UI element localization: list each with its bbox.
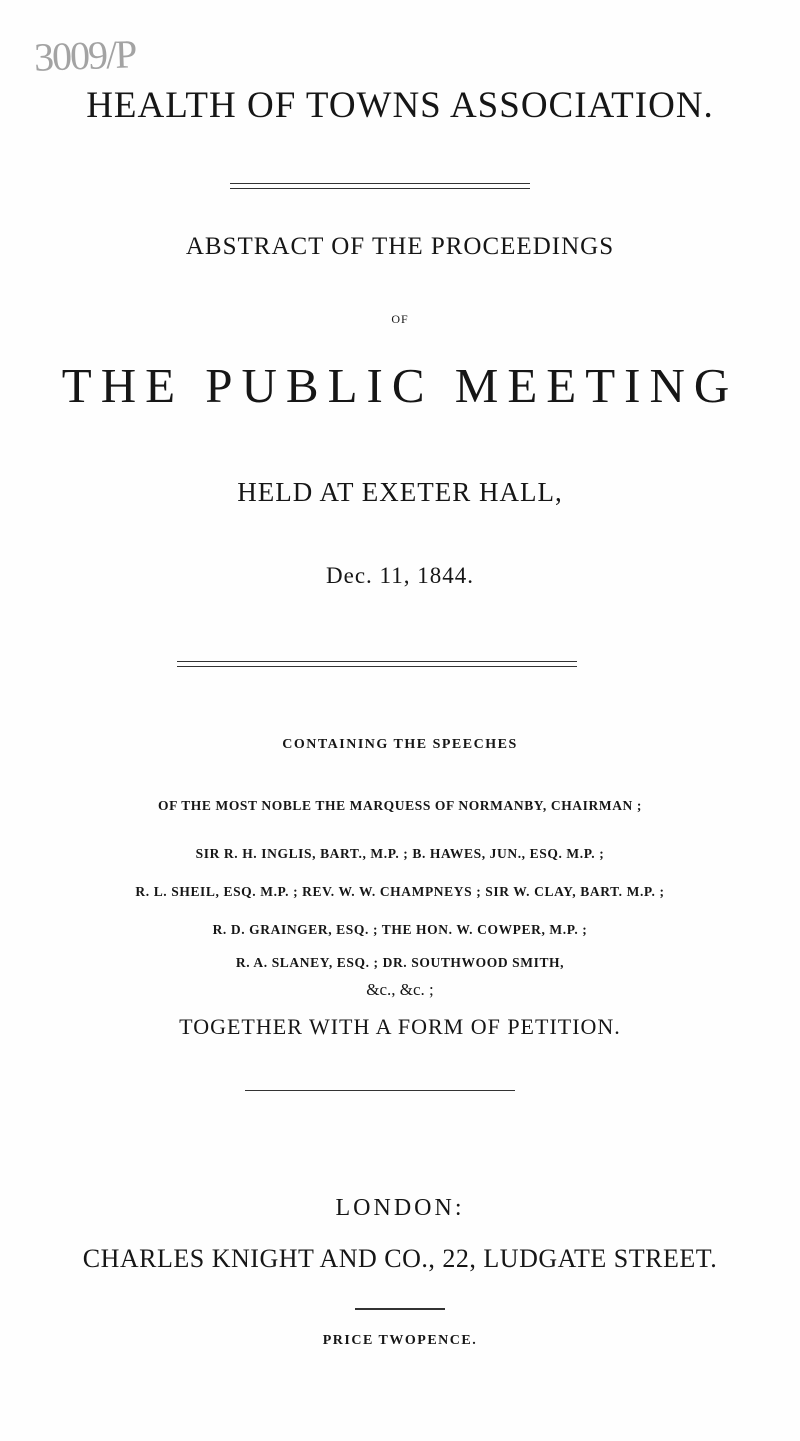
double-rule-middle (177, 661, 577, 667)
of-label: OF (391, 312, 409, 326)
rule-short (355, 1308, 445, 1310)
meeting-date: Dec. 11, 1844. (326, 563, 474, 588)
imprint-city: LONDON: (335, 1195, 465, 1221)
price-line: PRICE TWOPENCE. (322, 1333, 478, 1348)
etc-line: &c., &c. ; (366, 980, 434, 999)
association-title: HEALTH OF TOWNS ASSOCIATION. (86, 85, 714, 126)
venue-line: HELD AT EXETER HALL, (237, 477, 563, 507)
speaker-line: R. A. SLANEY, ESQ. ; DR. SOUTHWOOD SMITH, (235, 955, 565, 970)
speaker-line: R. D. GRAINGER, ESQ. ; THE HON. W. COWPER, M.P. ; (212, 922, 588, 937)
meeting-heading: THE PUBLIC MEETING (61, 358, 739, 413)
petition-line: TOGETHER WITH A FORM OF PETITION. (179, 1014, 621, 1039)
rule-lower (245, 1090, 515, 1091)
imprint-publisher: CHARLES KNIGHT AND CO., 22, LUDGATE STREET. (82, 1244, 718, 1273)
speaker-line: OF THE MOST NOBLE THE MARQUESS OF NORMANBY, CHAIRMAN ; (158, 798, 642, 813)
abstract-heading: ABSTRACT OF THE PROCEEDINGS (185, 233, 615, 260)
double-rule-top (230, 183, 530, 189)
containing-heading: CONTAINING THE SPEECHES (282, 737, 518, 752)
handwritten-annotation: 3009/P (33, 31, 137, 80)
speaker-line: R. L. SHEIL, ESQ. M.P. ; REV. W. W. CHAMPNEYS ; SIR W. CLAY, BART. M.P. ; (135, 884, 665, 899)
speaker-line: SIR R. H. INGLIS, BART., M.P. ; B. HAWES, JUN., ESQ. M.P. ; (195, 846, 605, 861)
